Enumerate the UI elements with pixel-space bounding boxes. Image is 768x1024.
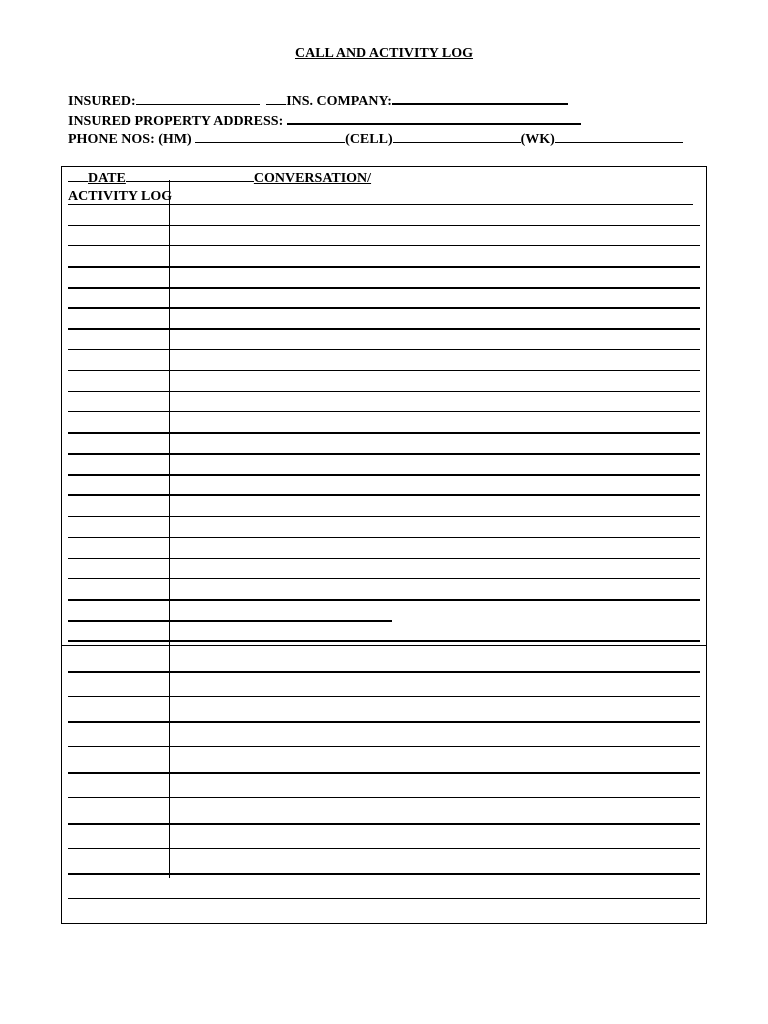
date-header: DATE [88, 171, 126, 186]
activity-log-header: ACTIVITY LOG [68, 189, 173, 204]
date-header-lead-line [68, 169, 88, 182]
log-entry-line[interactable] [68, 349, 700, 350]
log-table [61, 166, 707, 924]
log-entry-line[interactable] [68, 391, 700, 392]
insured-row [68, 91, 568, 110]
log-entry-line[interactable] [68, 411, 700, 412]
log-entry-line[interactable] [68, 696, 700, 697]
activity-header-row [68, 189, 172, 205]
log-entry-line[interactable] [68, 873, 700, 875]
date-header-row [68, 169, 371, 187]
date-header-trail-line [126, 169, 254, 182]
property-address-label: INSURED PROPERTY ADDRESS: [68, 114, 284, 129]
log-entry-line[interactable] [68, 797, 700, 798]
form-title: CALL AND ACTIVITY LOG [294, 46, 474, 61]
log-entry-line[interactable] [68, 746, 700, 747]
property-address-row [68, 111, 581, 130]
log-entry-line[interactable] [68, 772, 700, 774]
log-entry-line[interactable] [68, 923, 700, 924]
phone-wk-field[interactable] [555, 130, 683, 143]
phone-hm-field[interactable] [195, 130, 345, 143]
log-entry-line[interactable] [68, 721, 700, 723]
log-entry-line[interactable] [68, 474, 700, 476]
log-entry-line[interactable] [68, 328, 700, 330]
log-entry-line[interactable] [68, 516, 700, 517]
log-entry-line[interactable] [68, 453, 700, 455]
log-entry-line[interactable] [68, 370, 700, 371]
ins-company-field[interactable] [392, 91, 568, 105]
conversation-header: CONVERSATION/ [253, 171, 372, 186]
ins-company-label: INS. COMPANY: [286, 94, 392, 109]
log-entry-line[interactable] [68, 823, 700, 825]
log-entry-line[interactable] [68, 537, 700, 538]
log-entry-line[interactable] [68, 848, 700, 849]
insured-field-extra[interactable] [266, 92, 286, 105]
log-entry-line[interactable] [68, 266, 700, 268]
log-table-lower-section [61, 645, 707, 646]
activity-header-underline [68, 204, 693, 205]
phone-cell-field[interactable] [393, 130, 521, 143]
phone-hm-label: PHONE NOS: (HM) [68, 132, 192, 147]
log-entry-line[interactable] [68, 432, 700, 434]
log-entry-line[interactable] [68, 671, 700, 673]
log-entry-line[interactable] [68, 307, 700, 309]
property-address-field[interactable] [287, 111, 581, 125]
log-entry-line[interactable] [68, 225, 700, 226]
phone-row [68, 130, 683, 148]
log-entry-line[interactable] [68, 599, 700, 601]
log-entry-line[interactable] [68, 898, 700, 899]
log-entry-line[interactable] [68, 578, 700, 579]
log-entry-line[interactable] [68, 558, 700, 559]
log-entry-line-partial[interactable] [68, 620, 392, 622]
phone-cell-label: (CELL) [345, 132, 393, 147]
insured-label: INSURED: [68, 94, 136, 109]
log-entry-line[interactable] [68, 245, 700, 246]
insured-field[interactable] [136, 92, 260, 105]
log-entry-line[interactable] [68, 640, 700, 642]
log-entry-line[interactable] [68, 494, 700, 496]
log-entry-line[interactable] [68, 287, 700, 289]
phone-wk-label: (WK) [520, 132, 555, 147]
